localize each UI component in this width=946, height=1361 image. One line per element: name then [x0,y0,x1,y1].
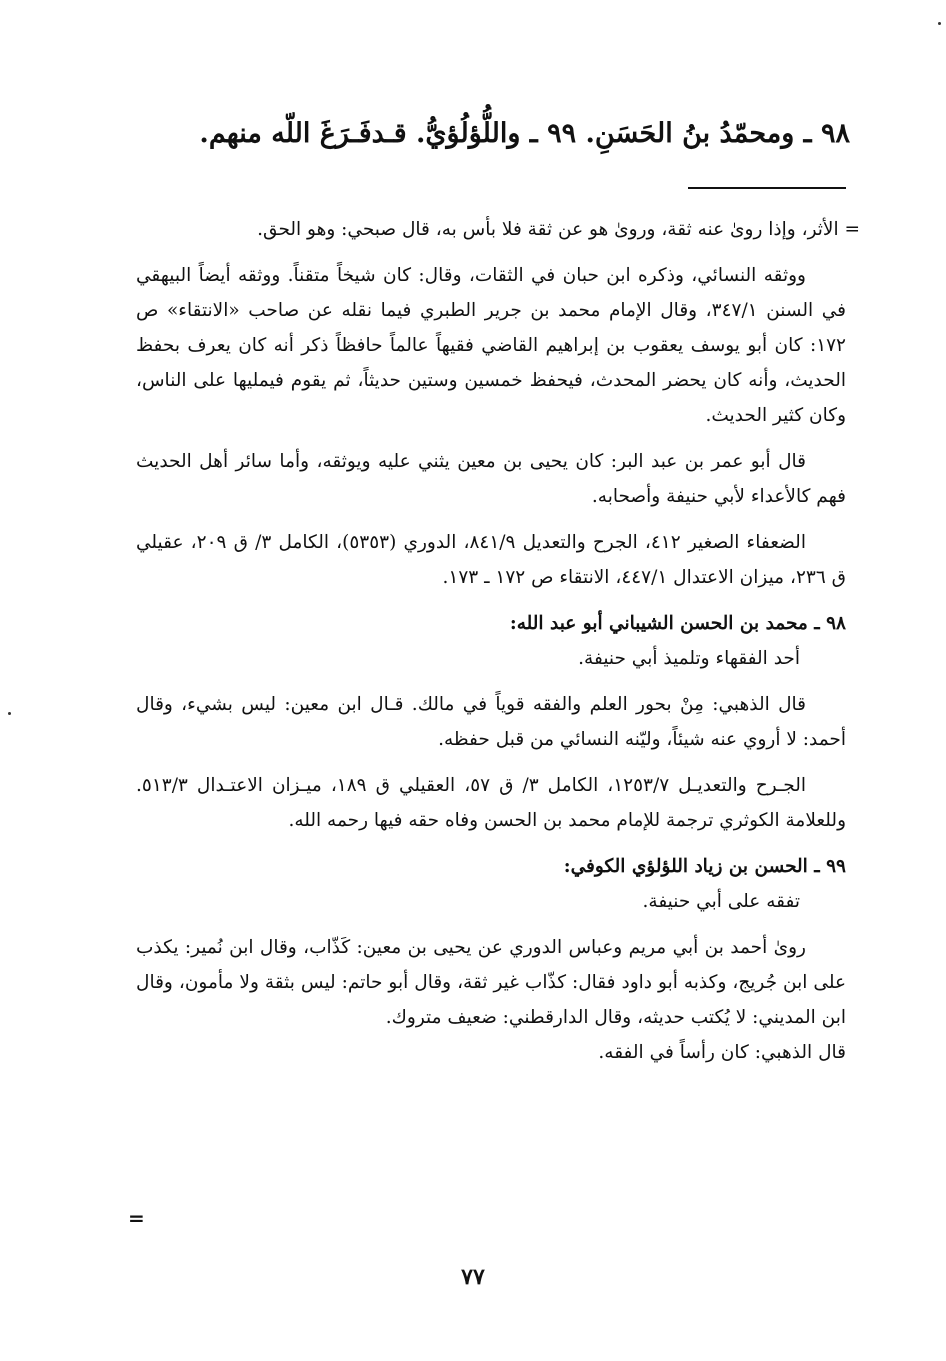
entry-99-dhahabi-line: قال الذهبي: كان رأساً في الفقه. [598,1042,846,1063]
entry-98-references: الجـرح والتعديـل ١٢٥٣/٧، الكامل ٣/ ق ٥٧، العقيلي ق ١٨٩، ميـزان الاعتـدال ٥١٣/٣. وللعلامة الكوثري ترجمة للإمام محمد بن الحسن وفاه حقه فيها رحمه الله. [136,775,846,831]
scan-speck-top-right [938,22,941,25]
page-number: ٧٧ [461,1264,485,1290]
footnote-separator [688,187,846,189]
abu-yusuf-paragraph-2: قال أبو عمر بن عبد البر: كان يحيى بن معين يثني عليه ويوثقه، وأما سائر أهل الحديث فهم كالأعداء لأبي حنيفة وأصحابه. [136,451,846,507]
footnotes-section [136,212,860,1081]
verse-heading: ٩٨ ـ ومحمّدُ بنُ الحَسَنِ. ٩٩ ـ واللُّؤلُؤيُّ. قـدفَـرَغَ اللّه منهم. [199,118,850,149]
entry-99-paragraph: روىٰ أحمد بن أبي مريم وعباس الدوري عن يحيى بن معين: كَذّاب، وقال ابن نُمير: يكذب على ابن جُريج، وكذبه أبو داود فقال: كذّاب غير ثقة، وقال أبو حاتم: ليس بثقة ولا مأمون، وقال ابن المديني: لا يُكتب حديثه، وقال الدارقطني: ضعيف متروك. [136,937,846,1028]
footnote-continuation: = الأثر، وإذا روىٰ عنه ثقة، وروىٰ هو عن ثقة فلا بأس به، قال صبحي: وهو الحق. [257,219,860,240]
entry-98-paragraph: قال الذهبي: مِنْ بحور العلم والفقه قوياً في مالك. قـال ابن معين: ليس بشيء، وقال أحمد: لا أروي عنه شيئاً، وليّنه النسائي من قبل حفظه. [136,694,846,750]
abu-yusuf-paragraph-1: ووثقه النسائي، وذكره ابن حبان في الثقات، وقال: كان شيخاً متقناً. ووثقه أيضاً البيهقي في السنن ٣٤٧/١، وقال الإمام محمد بن جرير الطبري فيما نقله عن صاحب «الانتقاء» ص ١٧٢: كان أبو يوسف يعقوب بن إبراهيم القاضي فقيهاً عالماً حافظاً ذكر أنه كان يعرف بحفظ الحديث، وأنه كان يحضر المحدث، فيحفظ خمسين وستين حديثاً، ثم يقوم فيمليها على الناس، وكان كثير الحديث. [136,265,846,426]
entry-98-subtitle: أحد الفقهاء وتلميذ أبي حنيفة. [578,648,800,669]
abu-yusuf-references: الضعفاء الصغير ٤١٢، الجرح والتعديل ٨٤١/٩، الدوري (٥٣٥٣)، الكامل ٣/ ق ٢٠٩، عقيلي ق ٢٣٦، ميزان الاعتدال ٤٤٧/١، الانتقاء ص ١٧٢ ـ ١٧٣. [136,532,846,588]
entry-99-heading: ٩٩ ـ الحسن بن زياد اللؤلؤي الكوفي: [563,856,846,877]
continuation-mark: = [128,1206,145,1230]
scan-speck-left-margin [8,712,11,715]
entry-98-heading: ٩٨ ـ محمد بن الحسن الشيباني أبو عبد الله: [509,613,846,634]
entry-99-subtitle: تفقه على أبي حنيفة. [642,891,800,912]
